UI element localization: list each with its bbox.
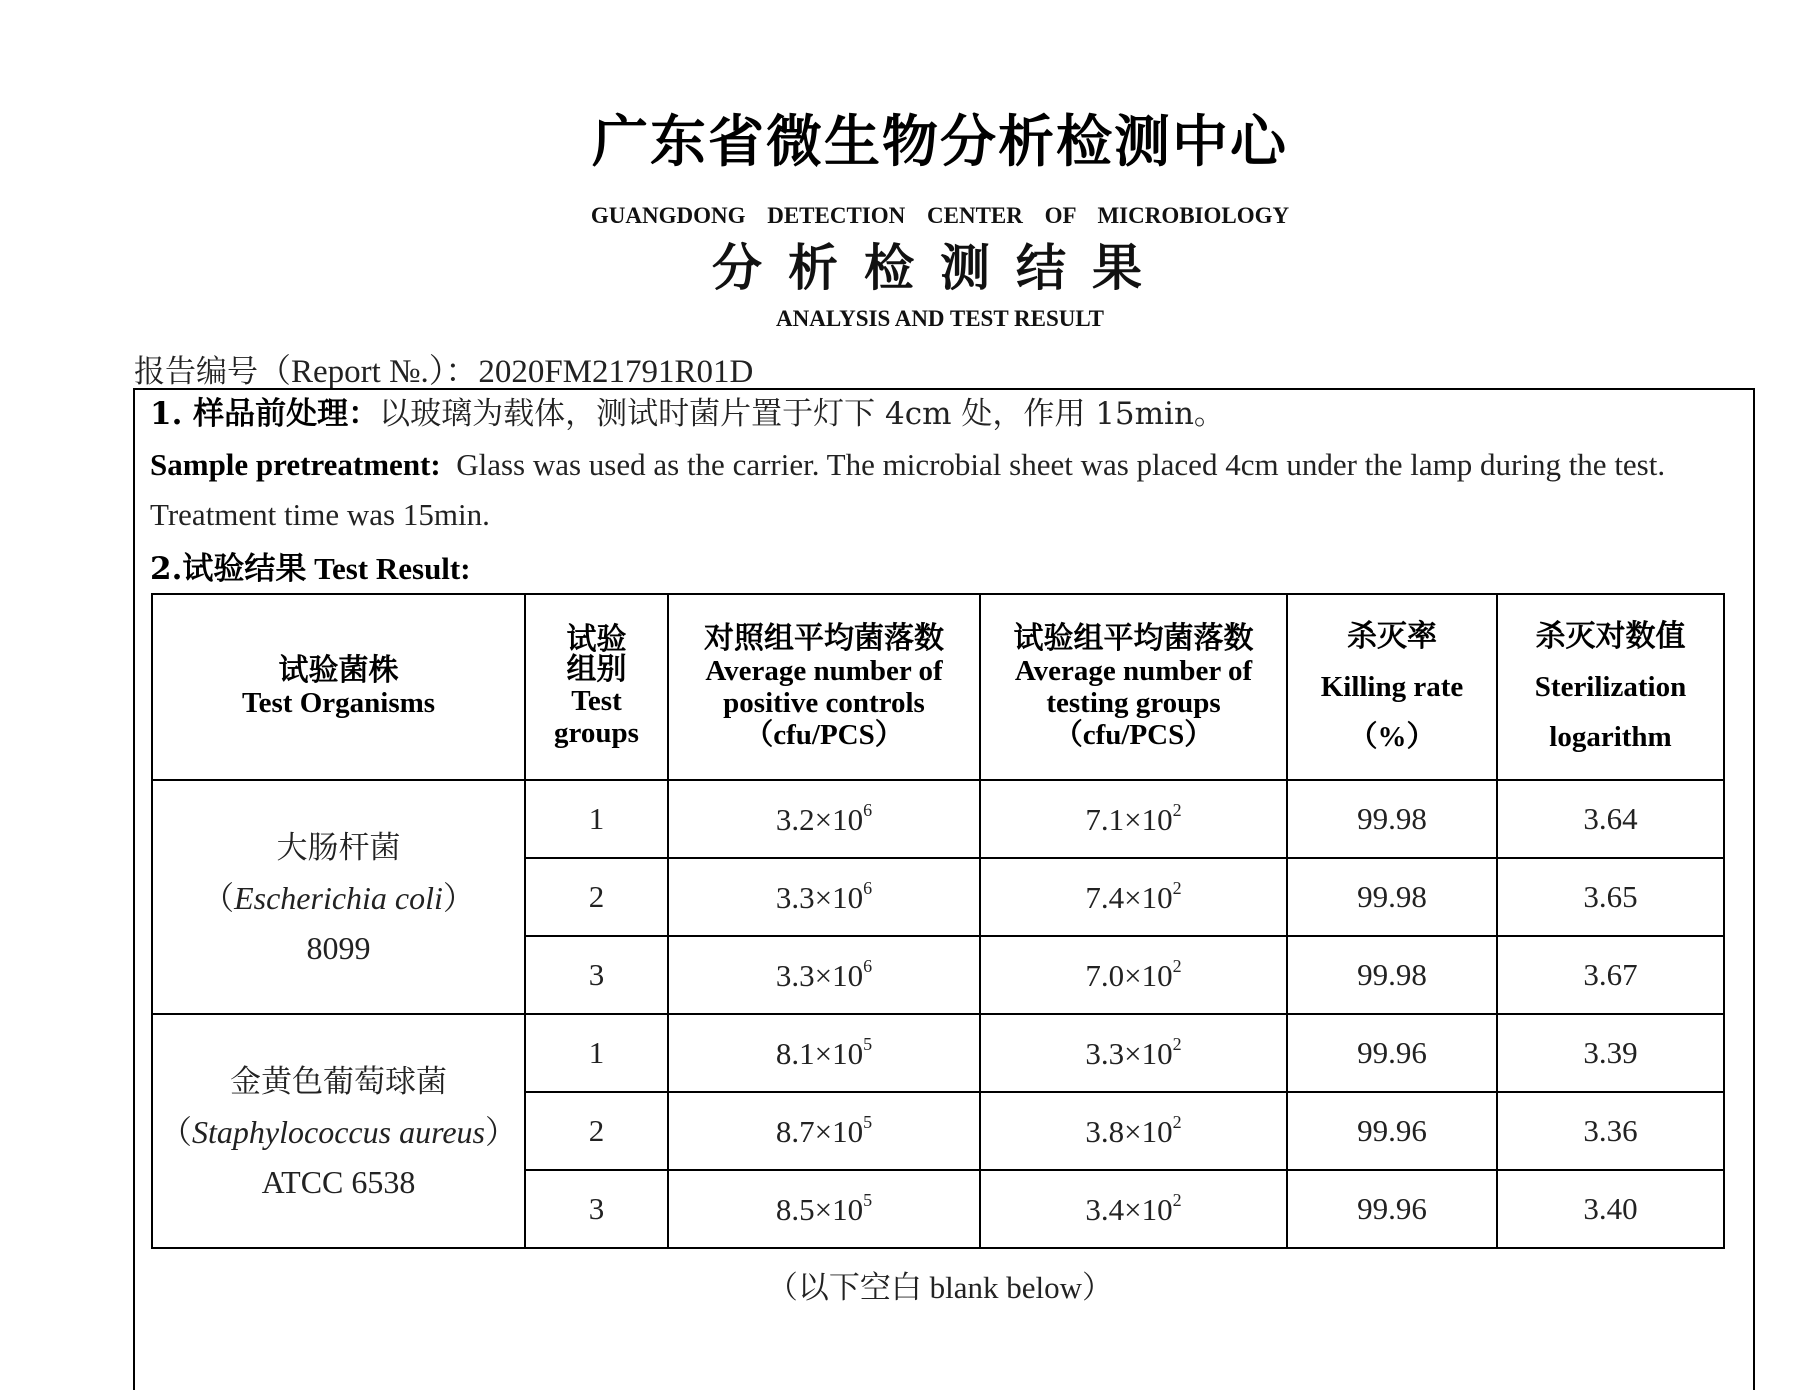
header-test-groups: 试验组别 Test groups bbox=[525, 594, 668, 780]
sterilization-log-cell: 3.39 bbox=[1497, 1014, 1724, 1092]
section1-text-cn: 以玻璃为载体，测试时菌片置于灯下 4cm 处，作用 15min。 bbox=[379, 396, 1225, 432]
test-count-cell: $3.4\times 10^2$ bbox=[980, 1170, 1287, 1248]
control-count-cell: $3.3\times 10^6$ bbox=[668, 936, 980, 1014]
group-cell: 3 bbox=[525, 936, 668, 1014]
header-test-organisms: 试验菌株 Test Organisms bbox=[152, 594, 525, 780]
group-cell: 2 bbox=[525, 1092, 668, 1170]
test-count-cell: $7.0\times 10^2$ bbox=[980, 936, 1287, 1014]
report-number-line bbox=[134, 345, 753, 392]
killing-rate-cell: 99.98 bbox=[1287, 780, 1497, 858]
organism-name-latin: Escherichia coli bbox=[234, 879, 443, 916]
report-label-cn: 报告编号 bbox=[134, 354, 258, 390]
control-count-cell: $8.1\times 10^5$ bbox=[668, 1014, 980, 1092]
blank-below-note: （以下空白 blank below） bbox=[766, 1270, 1114, 1306]
header-positive-controls: 对照组平均菌落数 Average number of positive controls （cfu/PCS） bbox=[668, 594, 980, 780]
section2-heading-cn: 2.试验结果 bbox=[150, 551, 307, 587]
sterilization-log-cell: 3.65 bbox=[1497, 858, 1724, 936]
result-title-cn: 分析检测结果 bbox=[712, 238, 1168, 297]
header-testing-groups: 试验组平均菌落数 Average number of testing groups （cfu/PCS） bbox=[980, 594, 1287, 780]
test-count-cell: $3.8\times 10^2$ bbox=[980, 1092, 1287, 1170]
section1-heading-en: Sample pretreatment: bbox=[150, 447, 441, 482]
killing-rate-cell: 99.96 bbox=[1287, 1170, 1497, 1248]
organism-name-latin: Staphylococcus aureus bbox=[192, 1113, 485, 1150]
killing-rate-cell: 99.98 bbox=[1287, 936, 1497, 1014]
result-title-en: ANALYSIS AND TEST RESULT bbox=[776, 306, 1104, 331]
organism-cell: 大肠杆菌 （Escherichia coli） 8099 bbox=[152, 780, 525, 1014]
killing-rate-cell: 99.98 bbox=[1287, 858, 1497, 936]
organism-cell: 金黄色葡萄球菌 （Staphylococcus aureus） ATCC 6538 bbox=[152, 1014, 525, 1248]
sterilization-log-cell: 3.64 bbox=[1497, 780, 1724, 858]
section1-cn bbox=[150, 389, 1225, 439]
control-count-cell: $8.5\times 10^5$ bbox=[668, 1170, 980, 1248]
organism-name-cn: 大肠杆菌 bbox=[276, 829, 401, 866]
group-cell: 3 bbox=[525, 1170, 668, 1248]
header-sterilization-log: 杀灭对数值 Sterilization logarithm bbox=[1497, 594, 1724, 780]
control-count-cell: $8.7\times 10^5$ bbox=[668, 1092, 980, 1170]
group-cell: 1 bbox=[525, 780, 668, 858]
report-label-en: （Report №.）： bbox=[258, 354, 479, 390]
header-killing-rate: 杀灭率 Killing rate （%） bbox=[1287, 594, 1497, 780]
section1-heading-cn: 1. 样品前处理： bbox=[150, 396, 380, 432]
table-header-row bbox=[152, 594, 1724, 780]
organism-strain: ATCC 6538 bbox=[261, 1163, 416, 1200]
section2-heading-en: Test Result: bbox=[314, 551, 471, 586]
group-cell: 2 bbox=[525, 858, 668, 936]
center-title-en: GUANGDONG DETECTION CENTER OF MICROBIOLOGY bbox=[590, 203, 1290, 228]
organism-strain: 8099 bbox=[306, 929, 371, 966]
test-count-cell: $7.4\times 10^2$ bbox=[980, 858, 1287, 936]
sterilization-log-cell: 3.67 bbox=[1497, 936, 1724, 1014]
killing-rate-cell: 99.96 bbox=[1287, 1014, 1497, 1092]
test-count-cell: $3.3\times 10^2$ bbox=[980, 1014, 1287, 1092]
test-count-cell: $7.1\times 10^2$ bbox=[980, 780, 1287, 858]
control-count-cell: $3.3\times 10^6$ bbox=[668, 858, 980, 936]
killing-rate-cell: 99.96 bbox=[1287, 1092, 1497, 1170]
organism-name-cn: 金黄色葡萄球菌 bbox=[230, 1063, 447, 1100]
center-title-cn: 广东省微生物分析检测中心 bbox=[592, 109, 1288, 175]
group-cell: 1 bbox=[525, 1014, 668, 1092]
section1-text-en: Glass was used as the carrier. The microbial sheet was placed 4cm under the lamp during the test. Treatment time was 15min. bbox=[150, 447, 1666, 532]
report-number: 2020FM21791R01D bbox=[478, 354, 754, 390]
section1-en bbox=[150, 440, 1740, 540]
control-count-cell: $3.2\times 10^6$ bbox=[668, 780, 980, 858]
sterilization-log-cell: 3.40 bbox=[1497, 1170, 1724, 1248]
sterilization-log-cell: 3.36 bbox=[1497, 1092, 1724, 1170]
test-result-table bbox=[151, 593, 1725, 1249]
table-row bbox=[152, 780, 1724, 858]
table-row bbox=[152, 1014, 1724, 1092]
section2-heading bbox=[150, 544, 471, 594]
